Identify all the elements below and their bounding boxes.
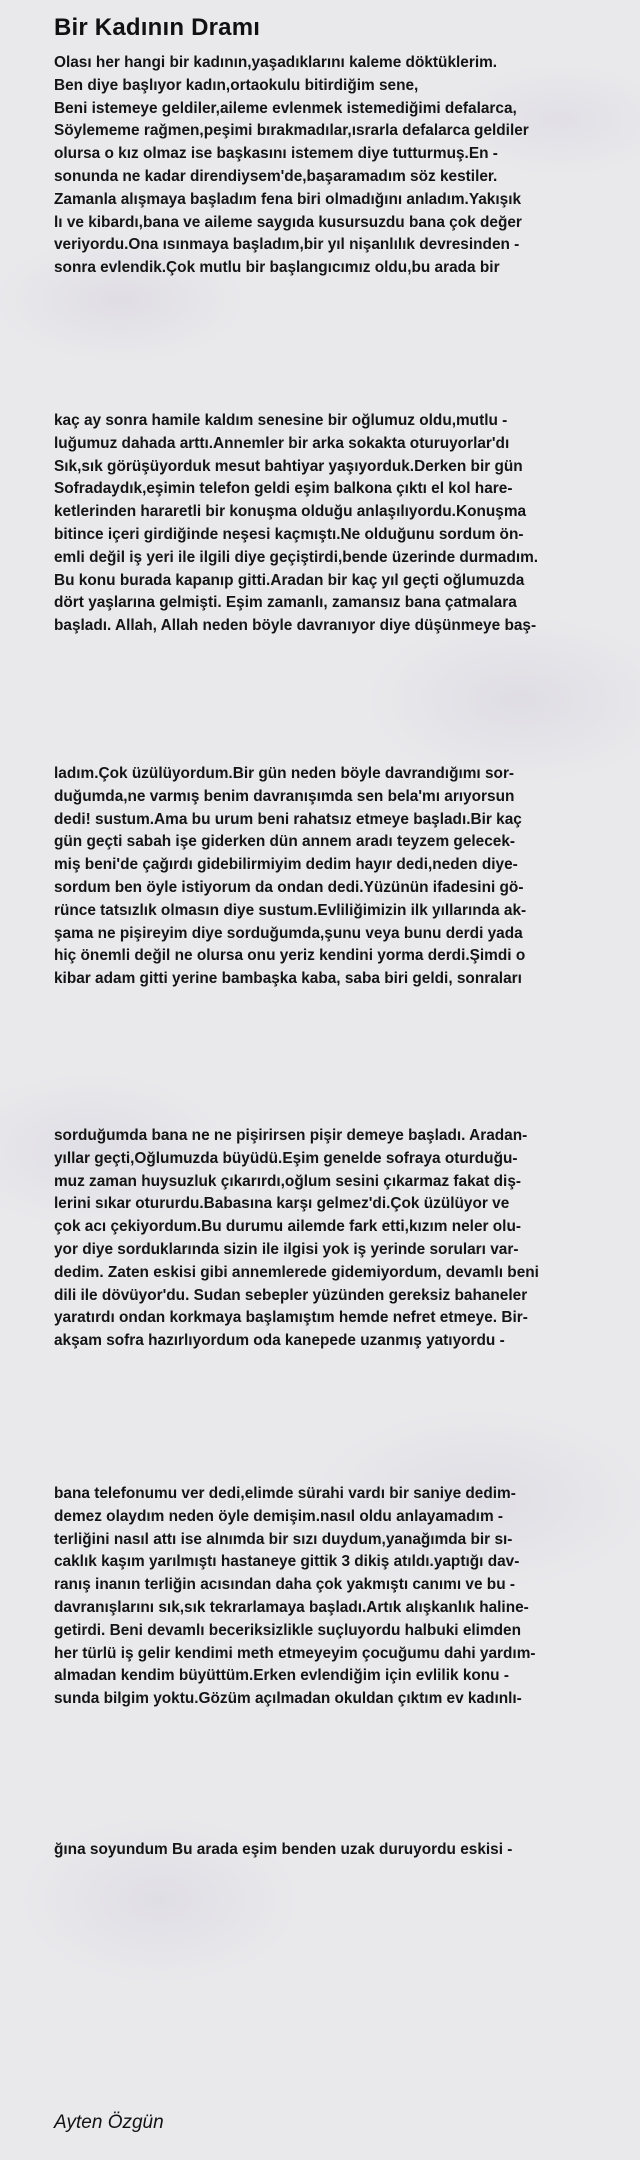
text-line: getirdi. Beni devamlı beceriksizlikle suçluyordu halbuki elimden	[54, 1621, 521, 1639]
paragraph-block-1	[54, 52, 614, 280]
paragraph-block-2	[54, 410, 614, 638]
text-line: akşam sofra hazırlıyordum oda kanepede uzanmış yatıyordu -	[54, 1332, 505, 1350]
text-line: terliğini nasıl attı ise alnımda bir sızı duydum,yanağımda bir sı-	[54, 1530, 513, 1548]
text-line: kaç ay sonra hamile kaldım senesine bir oğlumuz oldu,mutlu -	[54, 412, 508, 429]
text-line: şama ne pişireyim diye sorduğumda,şunu veya bunu derdi yada	[54, 924, 523, 942]
text-line: veriyordu.Ona ısınmaya başladım,bir yıl nişanlılık devresinden -	[54, 236, 520, 254]
paragraph-block-5	[54, 1483, 614, 1711]
text-line: yor diye sorduklarında sizin ile ilgisi yok iş yerinde soruları var-	[54, 1240, 519, 1258]
text-line: Sofradaydık,eşimin telefon geldi eşim balkona çıktı el kol hare-	[54, 480, 513, 498]
text-line: sonunda ne kadar direndiysem'de,başaramadım söz kestiler.	[54, 167, 498, 185]
text-line: başladı. Allah, Allah neden böyle davranıyor diye düşünmeye baş-	[54, 617, 537, 635]
text-line: hiç önemli değil ne olursa onu yeriz kendini yorma derdi.Şimdi o	[54, 947, 526, 965]
text-line: çok acı çekiyordum.Bu durumu ailemde fark etti,kızım neler olu-	[54, 1218, 521, 1236]
text-line: ketlerinden hararetli bir konuşma olduğu anlaşılıyordu.Konuşma	[54, 503, 527, 521]
text-line: dedim. Zaten eskisi gibi annemlerede gidemiyordum, devamlı beni	[54, 1263, 539, 1281]
text-line: Olası her hangi bir kadının,yaşadıklarını kaleme döktüklerim.	[54, 54, 498, 71]
text-line: emli değil iş yeri ile ilgili diye geçiştirdi,bende üzerinde durmadım.	[54, 548, 539, 566]
text-line: sordum ben öyle istiyorum da ondan dedi.Yüzünün ifadesini gö-	[54, 878, 524, 896]
text-line: lerini sıkar otururdu.Babasına karşı gelmez'di.Çok üzülüyor ve	[54, 1195, 510, 1213]
text-line: ranış inanın terliğin acısından daha çok yakmıştı canımı ve bu -	[54, 1576, 516, 1594]
text-line: sorduğumda bana ne ne pişirirsen pişir demeye başladı. Aradan-	[54, 1127, 528, 1144]
text-line: Bu konu burada kapanıp gitti.Aradan bir kaç yıl geçti oğlumuzda	[54, 571, 525, 589]
paragraph-block-6	[54, 1839, 614, 1862]
text-line: dili ile dövüyor'du. Sudan sebepler yüzünden gereksiz bahaneler	[54, 1286, 528, 1304]
text-line: olursa o kız olmaz ise başkasını istemem diye tutturmuş.En -	[54, 145, 498, 163]
text-line: bitince içeri girdiğinde neşesi kaçmıştı.Ne olduğunu sordum ön-	[54, 525, 524, 543]
text-line: ğına soyundum Bu arada eşim benden uzak duruyordu eskisi -	[54, 1841, 513, 1858]
text-line: Beni istemeye geldiler,aileme evlenmek istemediğimi defalarca,	[54, 99, 517, 117]
text-line: Söylememe rağmen,peşimi bırakmadılar,ısrarla defalarca geldiler	[54, 122, 529, 140]
text-line: duğumda,ne varmış benim davranışımda sen bela'mı arıyorsun	[54, 787, 515, 805]
text-line: yıllar geçti,Oğlumuzda büyüdü.Eşim genelde sofraya oturduğu-	[54, 1149, 518, 1167]
text-line: Sık,sık görüşüyorduk mesut bahtiyar yaşıyorduk.Derken bir gün	[54, 457, 523, 475]
poem-title: Bir Kadının Dramı	[54, 14, 261, 41]
text-line: ladım.Çok üzülüyordum.Bir gün neden böyle davrandığımı sor-	[54, 765, 515, 782]
text-line: sonra evlendik.Çok mutlu bir başlangıcımız oldu,bu arada bir	[54, 259, 500, 277]
text-line: muz zaman huysuzluk çıkarırdı,oğlum sesini çıkarmaz fakat diş-	[54, 1172, 522, 1190]
text-line: Ben diye başlıyor kadın,ortaokulu bitirdiğim sene,	[54, 76, 419, 94]
text-line: dedi! sustum.Ama bu urum beni rahatsız etmeye başladı.Bir kaç	[54, 810, 522, 828]
text-line: caklık kaşım yarılmıştı hastaneye gittik 3 dikiş atıldı.yaptığı dav-	[54, 1553, 520, 1571]
paragraph-block-3	[54, 763, 614, 991]
paragraph-block-4	[54, 1125, 614, 1353]
text-line: almadan kendim büyüttüm.Erken evlendiğim için evlilik konu -	[54, 1667, 509, 1685]
text-line: bana telefonumu ver dedi,elimde sürahi vardı bir saniye dedim-	[54, 1485, 516, 1502]
text-line: kibar adam gitti yerine bambaşka kaba, saba biri geldi, sonraları	[54, 970, 522, 988]
text-line: luğumuz dahada arttı.Annemler bir arka sokakta oturuyorlar'dı	[54, 434, 510, 452]
text-line: dört yaşlarına gelmişti. Eşim zamanlı, zamansız bana çatmalara	[54, 594, 517, 612]
text-line: davranışlarını sık,sık tekrarlamaya başladı.Artık alışkanlık haline-	[54, 1598, 529, 1616]
text-line: Zamanla alışmaya başladım fena biri olmadığını anladım.Yakışık	[54, 190, 522, 208]
text-line: gün geçti sabah işe giderken dün annem aradı teyzem gelecek-	[54, 833, 516, 851]
text-line: lı ve kibardı,bana ve aileme saygıda kusursuzdu bana çok değer	[54, 213, 522, 231]
text-line: her türlü iş gelir kendimi meth etmeyeyim çocuğumu dahi yardım-	[54, 1644, 536, 1662]
text-line: yaratırdı ondan korkmaya başlamıştım hemde nefret etmeye. Bir-	[54, 1309, 528, 1327]
text-line: rünce tatsızlık olmasın diye sustum.Evliliğimizin ilk yıllarında ak-	[54, 901, 527, 919]
author-signature: Ayten Özgün	[54, 2112, 164, 2133]
text-line: sunda bilgim yoktu.Gözüm açılmadan okuldan çıktım ev kadınlı-	[54, 1690, 522, 1708]
text-line: demez olaydım neden öyle demişim.nasıl oldu anlayamadım -	[54, 1507, 504, 1525]
text-line: miş beni'de çağırdı gidebilirmiyim dedim hayır dedi,neden diye-	[54, 856, 518, 874]
